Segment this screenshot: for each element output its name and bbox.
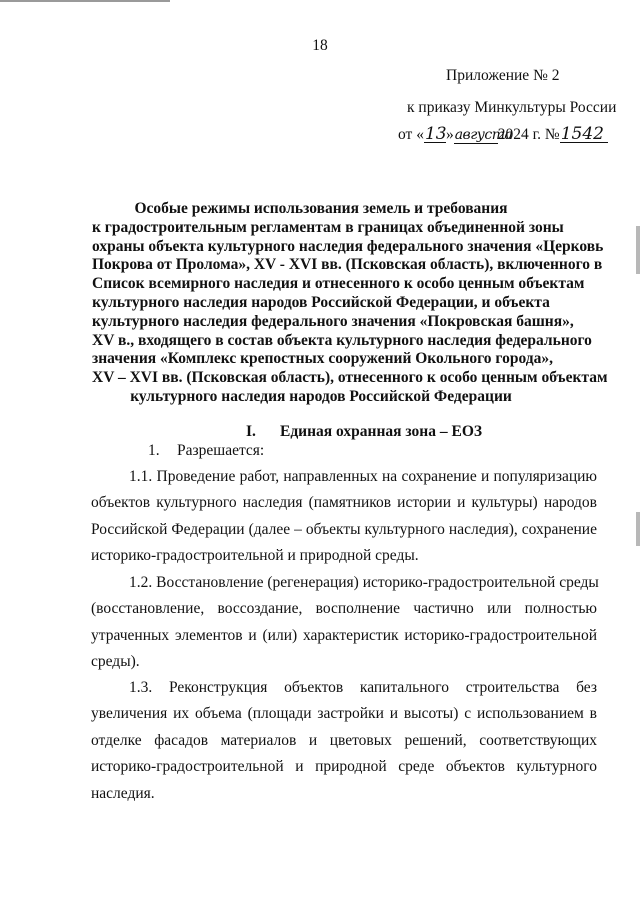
order-reference: к приказу Минкультуры России bbox=[407, 99, 617, 116]
paragraph-line: наследия. bbox=[91, 784, 155, 802]
paragraph-line: 1.3. Реконструкция объектов капитального строительства без bbox=[129, 679, 597, 696]
title-line: значения «Комплекс крепостных сооружений Окольного города», bbox=[92, 350, 553, 368]
paragraph-line: отделке фасадов материалов и цветовых решений, соответствующих bbox=[91, 731, 597, 749]
paragraph-line: историко-градостроительной и природной среде объектов культурного bbox=[91, 758, 597, 776]
paragraph-line: историко-градостроительной и природной среды. bbox=[91, 547, 419, 565]
title-line: культурного наследия народов Российской Федерации, и объекта bbox=[92, 293, 550, 311]
title-line: XV в., входящего в состав объекта культурного наследия федерального bbox=[92, 331, 592, 349]
order-quote-close: » bbox=[445, 126, 454, 143]
paragraph-line: (восстановление, воссоздание, восполнение частично или полностью bbox=[91, 600, 597, 618]
order-prefix: от « bbox=[398, 126, 424, 143]
title-line: XV – XVI вв. (Псковская область), отнесенного к особо ценным объектам bbox=[92, 369, 608, 387]
paragraph-line: Российской Федерации (далее – объекты культурного наследия), сохранение bbox=[91, 520, 597, 538]
document-title bbox=[92, 200, 608, 407]
paragraph-line: утраченных элементов и (или) характеристик историко-градостроительной bbox=[91, 626, 597, 644]
paragraph-line: 1.1. Проведение работ, направленных на сохранение и популяризацию bbox=[129, 468, 597, 485]
title-line: к градостроительным регламентам в границах объединенной зоны bbox=[92, 218, 564, 236]
section-title: Единая охранная зона – ЕОЗ bbox=[280, 423, 483, 440]
item-text: Разрешается: bbox=[177, 442, 265, 459]
item-1 bbox=[148, 438, 448, 464]
title-line: Покрова от Пролома», XV - XVI вв. (Псковская область), включенного в bbox=[92, 256, 603, 274]
paragraph-line: увеличения их объема (площади застройки и высоты) с использованием в bbox=[91, 705, 597, 723]
paragraph-1-1 bbox=[91, 464, 597, 570]
item-number: 1. bbox=[148, 442, 160, 459]
title-line: Особые режимы использования земель и требования bbox=[134, 200, 508, 217]
scan-corner-mark bbox=[0, 0, 170, 2]
order-date-number-line bbox=[398, 126, 608, 144]
handwritten-order-number: 1542 bbox=[560, 126, 608, 143]
title-line: культурного наследия федерального значения «Покровская башня», bbox=[92, 312, 574, 330]
scan-edge-mark bbox=[636, 512, 640, 546]
paragraph-line: объектов культурного наследия (памятников истории и культуры) народов bbox=[91, 494, 597, 512]
paragraph-1-2 bbox=[91, 570, 597, 676]
paragraph-1-3 bbox=[91, 675, 597, 807]
scan-edge-mark bbox=[636, 226, 640, 274]
order-year: 2024 г. № bbox=[497, 126, 560, 143]
handwritten-month: августа bbox=[454, 127, 513, 143]
title-line: культурного наследия народов Российской Федерации bbox=[130, 387, 512, 405]
section-number: I. bbox=[246, 423, 256, 440]
title-line: охраны объекта культурного наследия федерального значения «Церковь bbox=[92, 237, 604, 255]
appendix-label: Приложение № 2 bbox=[446, 67, 560, 84]
paragraph-line: среды). bbox=[91, 653, 140, 671]
handwritten-day: 13 bbox=[424, 124, 447, 144]
paragraph-line: 1.2. Восстановление (регенерация) историко-градостроительной среды bbox=[129, 574, 599, 591]
title-line: Список всемирного наследия и отнесенного к особо ценным объектам bbox=[92, 275, 585, 293]
page-number: 18 bbox=[312, 37, 328, 54]
